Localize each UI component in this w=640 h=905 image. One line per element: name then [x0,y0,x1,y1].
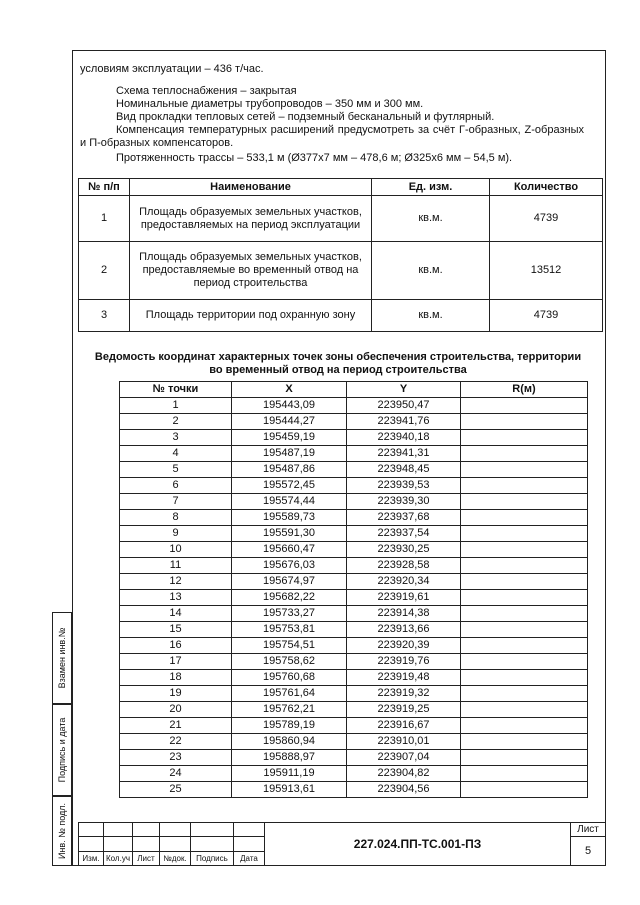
tb-col-label: Подпись [191,851,234,865]
cell-y: 223919,48 [347,670,461,686]
cell-point-number: 24 [120,766,232,782]
coordinate-row [120,782,588,798]
cell-point-number: 2 [120,414,232,430]
col-header: Количество [490,179,603,196]
cell-name: Площадь территории под охранную зону [130,300,372,332]
coordinate-row [120,510,588,526]
cell-x: 195660,47 [232,542,347,558]
cell-y: 223920,34 [347,574,461,590]
col-header: Y [347,382,461,398]
cell-x: 195487,86 [232,462,347,478]
cell-name: Площадь образуемых земельных участков, предоставляемых на период эксплуатации [130,196,372,242]
cell-x: 195760,68 [232,670,347,686]
intro-line-5: Компенсация температурных расширений предусмотреть за счёт Г-образных, Z-образных и П-образных компенсаторов. [80,124,584,149]
cell-quantity: 4739 [490,300,603,332]
cell-r [461,766,588,782]
col-header: Наименование [130,179,372,196]
cell-unit: кв.м. [372,300,490,332]
cell-r [461,462,588,478]
summary-table [78,178,603,332]
cell-y: 223916,67 [347,718,461,734]
col-header: № п/п [79,179,130,196]
cell-y: 223919,61 [347,590,461,606]
cell-r [461,478,588,494]
tb-col-label: Кол.уч [104,851,133,865]
coordinate-row [120,670,588,686]
cell-r [461,734,588,750]
cell-point-number: 19 [120,686,232,702]
cell-r [461,398,588,414]
cell-x: 195443,09 [232,398,347,414]
cell-quantity: 4739 [490,196,603,242]
coordinate-row [120,430,588,446]
cell-y: 223948,45 [347,462,461,478]
cell-point-number: 15 [120,622,232,638]
cell-x: 195589,73 [232,510,347,526]
cell-unit: кв.м. [372,196,490,242]
cell-point-number: 22 [120,734,232,750]
cell-r [461,414,588,430]
cell-r [461,670,588,686]
coordinates-table-title: Ведомость координат характерных точек зоны обеспечения строительства, территории во временный отвод на период строительства [94,351,582,376]
summary-header-row [79,179,603,196]
cell-r [461,622,588,638]
cell-x: 195860,94 [232,734,347,750]
intro-line-3: Номинальные диаметры трубопроводов – 350 мм и 300 мм. [116,98,424,110]
cell-y: 223914,38 [347,606,461,622]
summary-row [79,196,603,242]
coordinates-table [119,381,588,798]
cell-y: 223910,01 [347,734,461,750]
cell-point-number: 3 [120,430,232,446]
coordinate-row [120,686,588,702]
cell-r [461,638,588,654]
cell-point-number: 17 [120,654,232,670]
cell-y: 223940,18 [347,430,461,446]
tb-col-label: №док. [160,851,191,865]
cell-x: 195911,19 [232,766,347,782]
cell-point-number: 21 [120,718,232,734]
cell-point-number: 5 [120,462,232,478]
cell-x: 195444,27 [232,414,347,430]
coordinate-row [120,542,588,558]
cell-x: 195682,22 [232,590,347,606]
cell-r [461,526,588,542]
coordinate-row [120,718,588,734]
cell-r [461,494,588,510]
cell-point-number: 4 [120,446,232,462]
cell-y: 223904,56 [347,782,461,798]
coordinate-row [120,478,588,494]
side-stamp-signature [52,704,72,796]
summary-row [79,300,603,332]
cell-y: 223939,30 [347,494,461,510]
coordinate-row [120,622,588,638]
cell-point-number: 10 [120,542,232,558]
coordinate-row [120,638,588,654]
tb-col-label: Дата [234,851,265,865]
cell-r [461,574,588,590]
cell-x: 195761,64 [232,686,347,702]
cell-y: 223920,39 [347,638,461,654]
cell-r [461,654,588,670]
col-header: № точки [120,382,232,398]
cell-point-number: 8 [120,510,232,526]
coordinate-row [120,606,588,622]
cell-point-number: 20 [120,702,232,718]
cell-x: 195676,03 [232,558,347,574]
cell-x: 195753,81 [232,622,347,638]
summary-row [79,242,603,300]
cell-r [461,686,588,702]
side-stamp-replaced [52,612,72,704]
cell-y: 223939,53 [347,478,461,494]
cell-name: Площадь образуемых земельных участков, предоставляемые во временный отвод на период строительства [130,242,372,300]
cell-r [461,590,588,606]
cell-point-number: 6 [120,478,232,494]
sheet-label: Лист [571,823,606,837]
cell-x: 195459,19 [232,430,347,446]
cell-point-number: 14 [120,606,232,622]
cell-x: 195754,51 [232,638,347,654]
cell-point-number: 16 [120,638,232,654]
coordinate-row [120,734,588,750]
cell-r [461,750,588,766]
cell-point-number: 1 [120,398,232,414]
title-block [78,822,606,866]
coordinate-row [120,590,588,606]
tb-col-label: Лист [133,851,160,865]
cell-r [461,430,588,446]
col-header: Ед. изм. [372,179,490,196]
cell-y: 223904,82 [347,766,461,782]
cell-y: 223919,25 [347,702,461,718]
coordinate-row [120,398,588,414]
cell-y: 223941,31 [347,446,461,462]
coordinate-row [120,574,588,590]
cell-y: 223937,54 [347,526,461,542]
cell-x: 195572,45 [232,478,347,494]
cell-x: 195487,19 [232,446,347,462]
cell-x: 195762,21 [232,702,347,718]
cell-number: 3 [79,300,130,332]
coordinate-row [120,526,588,542]
col-header: X [232,382,347,398]
coordinate-row [120,462,588,478]
intro-line-2: Схема теплоснабжения – закрытая [116,85,297,97]
cell-number: 1 [79,196,130,242]
side-label: Подпись и дата [57,717,67,783]
cell-point-number: 12 [120,574,232,590]
intro-line-4: Вид прокладки тепловых сетей – подземный бесканальный и футлярный. [116,111,495,123]
cell-x: 195758,62 [232,654,347,670]
cell-point-number: 25 [120,782,232,798]
cell-quantity: 13512 [490,242,603,300]
cell-point-number: 23 [120,750,232,766]
cell-point-number: 11 [120,558,232,574]
cell-x: 195733,27 [232,606,347,622]
cell-r [461,606,588,622]
cell-r [461,558,588,574]
cell-point-number: 18 [120,670,232,686]
cell-r [461,542,588,558]
document-code: 227.024.ПП-ТС.001-ПЗ [265,823,571,866]
cell-point-number: 7 [120,494,232,510]
cell-r [461,446,588,462]
coordinates-header-row [120,382,588,398]
coordinate-row [120,766,588,782]
cell-x: 195574,44 [232,494,347,510]
coordinate-row [120,702,588,718]
side-label: Взамен инв.№ [57,627,67,689]
intro-line-6: Протяженность трассы – 533,1 м (Ø377х7 мм – 478,6 м; Ø325х6 мм – 54,5 м). [116,152,513,164]
side-label: Инв. № подл. [57,802,67,860]
sheet-number: 5 [571,837,606,866]
cell-y: 223937,68 [347,510,461,526]
coordinate-row [120,414,588,430]
cell-unit: кв.м. [372,242,490,300]
cell-x: 195789,19 [232,718,347,734]
cell-r [461,718,588,734]
cell-y: 223941,76 [347,414,461,430]
coordinate-row [120,446,588,462]
cell-x: 195913,61 [232,782,347,798]
cell-y: 223930,25 [347,542,461,558]
coordinate-row [120,494,588,510]
tb-col-label: Изм. [79,851,104,865]
cell-number: 2 [79,242,130,300]
side-stamp-inventory [52,796,72,866]
cell-x: 195888,97 [232,750,347,766]
cell-y: 223950,47 [347,398,461,414]
cell-r [461,782,588,798]
cell-r [461,702,588,718]
coordinate-row [120,750,588,766]
cell-point-number: 13 [120,590,232,606]
coordinate-row [120,654,588,670]
intro-line-1: условиям эксплуатации – 436 т/час. [80,63,264,75]
cell-y: 223907,04 [347,750,461,766]
coordinate-row [120,558,588,574]
cell-r [461,510,588,526]
cell-y: 223919,76 [347,654,461,670]
cell-y: 223919,32 [347,686,461,702]
cell-x: 195591,30 [232,526,347,542]
cell-y: 223913,66 [347,622,461,638]
cell-y: 223928,58 [347,558,461,574]
cell-x: 195674,97 [232,574,347,590]
cell-point-number: 9 [120,526,232,542]
col-header: R(м) [461,382,588,398]
